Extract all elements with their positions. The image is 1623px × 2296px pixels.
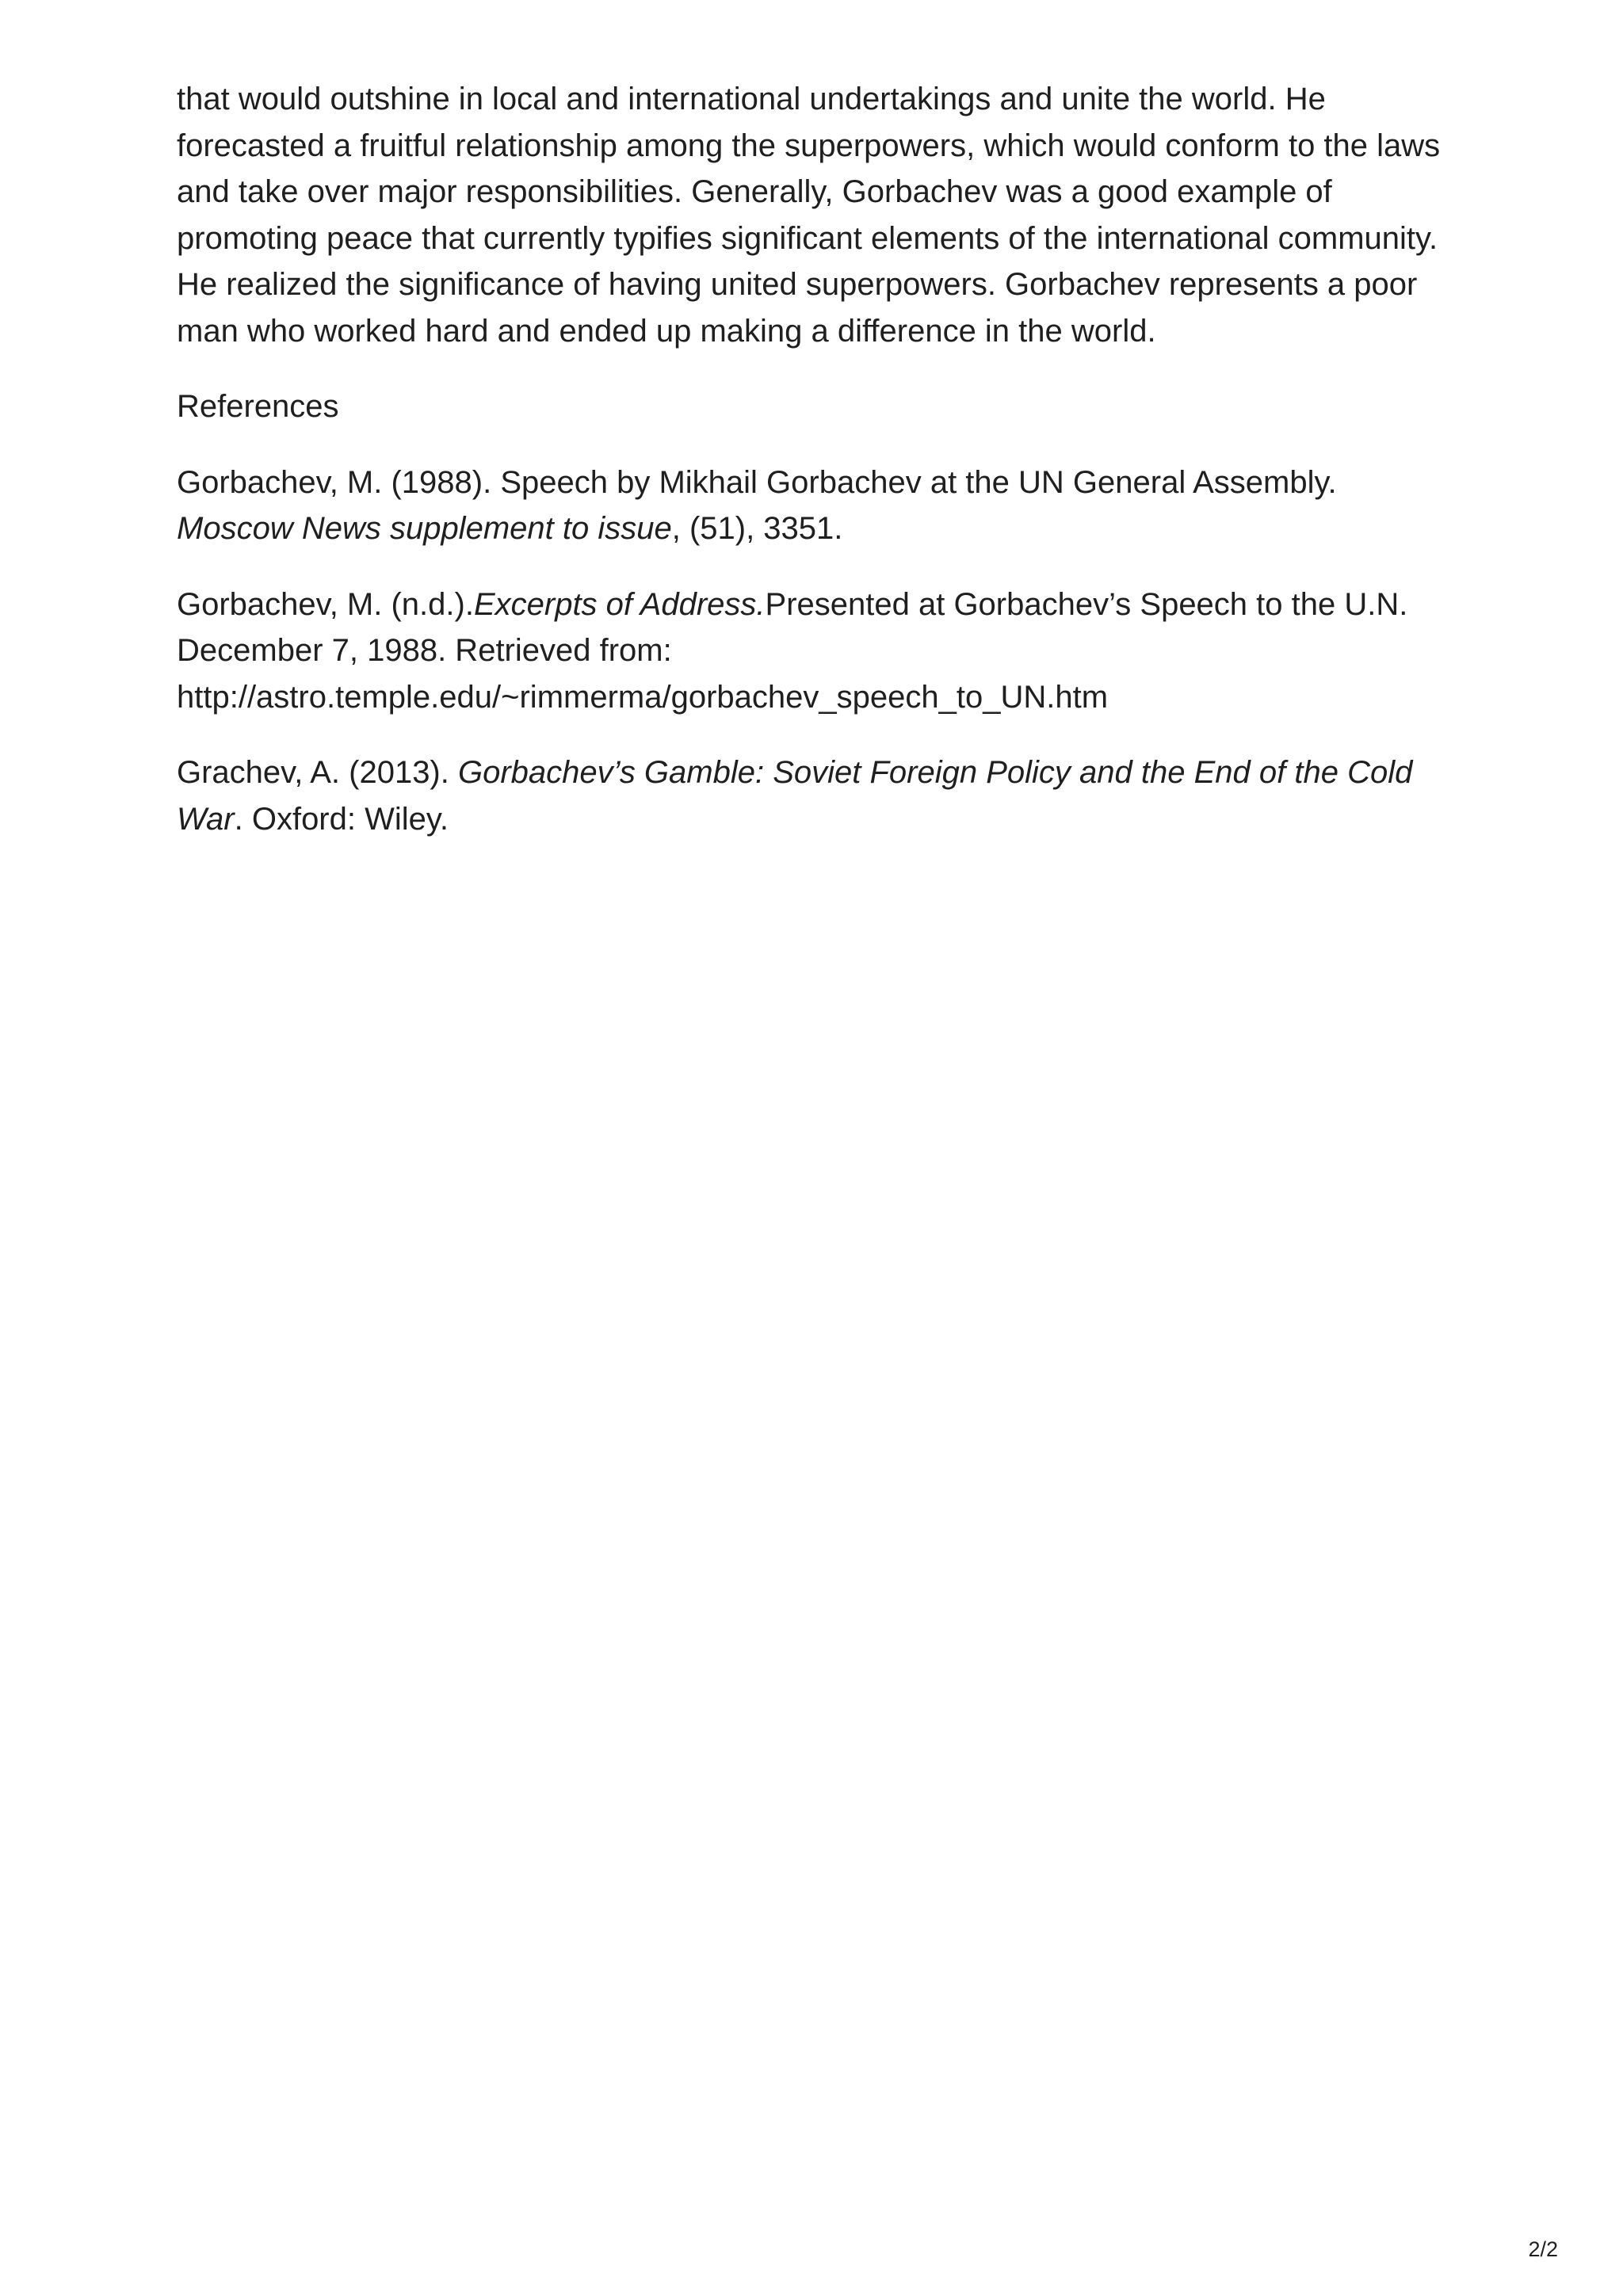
reference-text: Gorbachev, M. (n.d.). — [177, 586, 474, 622]
body-paragraph: that would outshine in local and international undertakings and unite the world. He forecasted a fruitful relationship among the superpowers, which would conform to the laws and take over major responsibilities. Generally, Gorbachev was a good example of promoting peace that currently typifies significant elements of the international community. He realized the significance of having united superpowers. Gorbachev represents a poor man who worked hard and ended up making a difference in the world. — [177, 82, 1441, 349]
document-page — [177, 76, 1461, 871]
reference-entry — [177, 749, 1461, 842]
reference-text: Presented at Gorbachev’s Speech to the U.N. December 7, 1988. Retrieved from: http://astro.temple.edu/~rimmerma/gorbachev_speech_to_UN.htm — [177, 586, 1408, 715]
reference-text: , (51), 3351. — [671, 511, 843, 546]
reference-title: Gorbachev’s Gamble: Soviet Foreign Policy and the End of the Cold War — [177, 755, 1413, 837]
reference-text: Grachev, A. (2013). — [177, 755, 458, 790]
references-heading: References — [177, 389, 339, 424]
page-number: 2/2 — [1528, 2237, 1558, 2261]
reference-text: . Oxford: Wiley. — [234, 801, 449, 837]
reference-entry — [177, 460, 1461, 552]
reference-title: Moscow News supplement to issue — [177, 511, 672, 546]
reference-entry — [177, 582, 1461, 721]
reference-title: Excerpts of Address. — [473, 586, 766, 622]
reference-text: Gorbachev, M. (1988). Speech by Mikhail Gorbachev at the UN General Assembly. — [177, 464, 1337, 500]
